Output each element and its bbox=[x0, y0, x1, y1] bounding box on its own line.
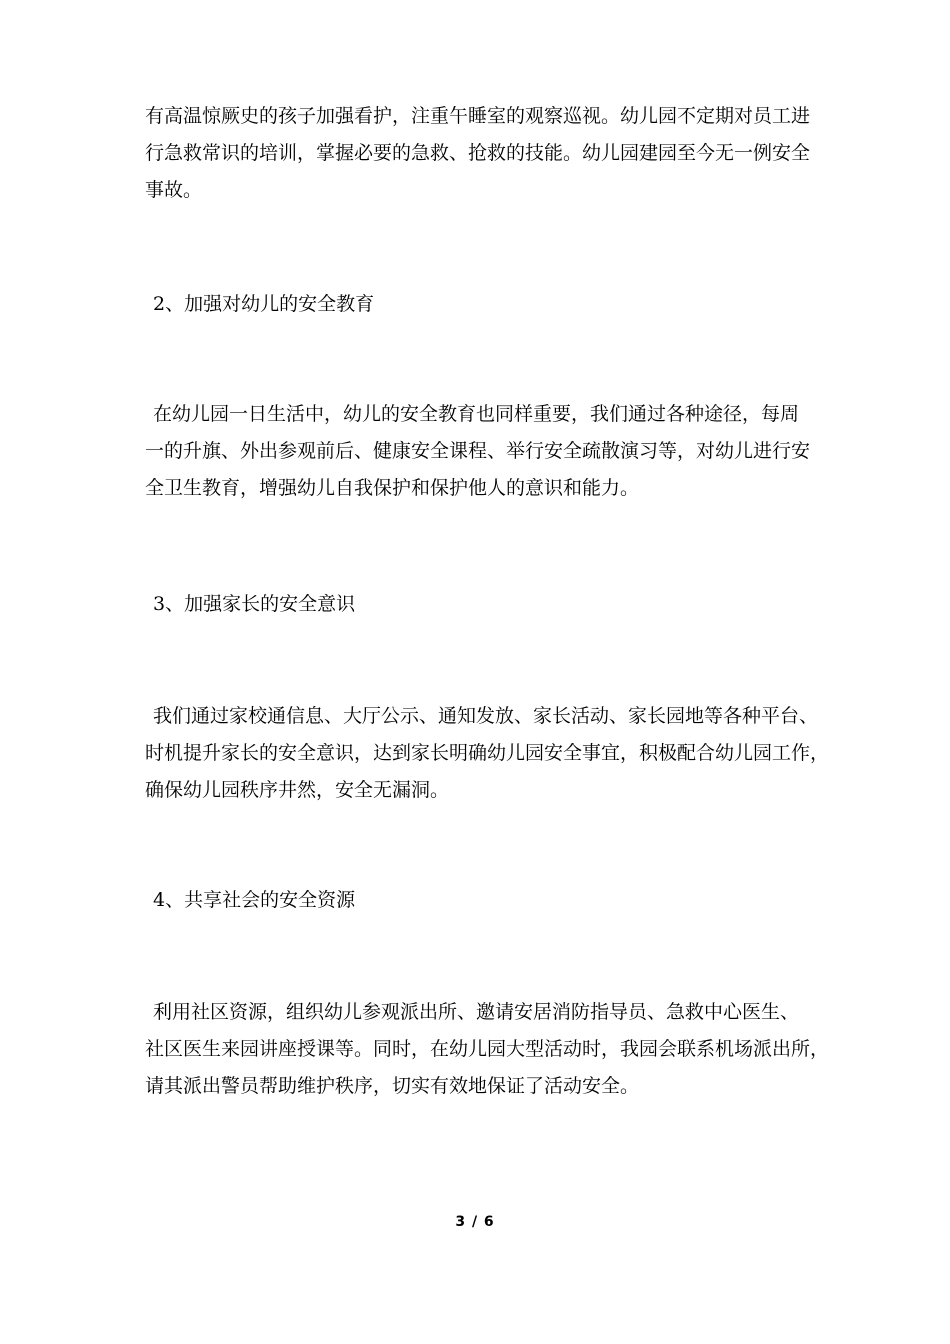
paragraph-4-line-3: 请其派出警员帮助维护秩序，切实有效地保证了活动安全。 bbox=[145, 1075, 640, 1097]
paragraph-1-line-1: 有高温惊厥史的孩子加强看护，注重午睡室的观察巡视。幼儿园不定期对员工进 bbox=[145, 105, 811, 127]
section-heading-2: 2、加强对幼儿的安全教育 bbox=[153, 293, 375, 315]
paragraph-3-line-2: 时机提升家长的安全意识，达到家长明确幼儿园安全事宜，积极配合幼儿园工作， bbox=[145, 742, 830, 764]
paragraph-4-line-1: 利用社区资源，组织幼儿参观派出所、邀请安居消防指导员、急救中心医生、 bbox=[153, 1001, 800, 1023]
paragraph-4 bbox=[145, 994, 830, 1105]
paragraph-2-line-1: 在幼儿园一日生活中，幼儿的安全教育也同样重要，我们通过各种途径，每周 bbox=[153, 403, 800, 425]
paragraph-2 bbox=[145, 396, 818, 507]
paragraph-3 bbox=[145, 698, 830, 809]
paragraph-1 bbox=[145, 98, 810, 209]
paragraph-3-line-1: 我们通过家校通信息、大厅公示、通知发放、家长活动、家长园地等各种平台、 bbox=[153, 705, 819, 727]
paragraph-1-line-3: 事故。 bbox=[145, 179, 203, 201]
paragraph-2-line-3: 全卫生教育，增强幼儿自我保护和保护他人的意识和能力。 bbox=[145, 477, 640, 499]
section-heading-4: 4、共享社会的安全资源 bbox=[153, 889, 356, 911]
section-heading-3: 3、加强家长的安全意识 bbox=[153, 593, 356, 615]
paragraph-2-line-2: 一的升旗、外出参观前后、健康安全课程、举行安全疏散演习等，对幼儿进行安 bbox=[145, 440, 811, 462]
paragraph-1-line-2: 行急救常识的培训，掌握必要的急救、抢救的技能。幼儿园建园至今无一例安全 bbox=[145, 142, 811, 164]
page-number: 3 / 6 bbox=[455, 1214, 495, 1230]
paragraph-4-line-2: 社区医生来园讲座授课等。同时，在幼儿园大型活动时，我园会联系机场派出所， bbox=[145, 1038, 830, 1060]
paragraph-3-line-3: 确保幼儿园秩序井然，安全无漏洞。 bbox=[145, 779, 450, 801]
